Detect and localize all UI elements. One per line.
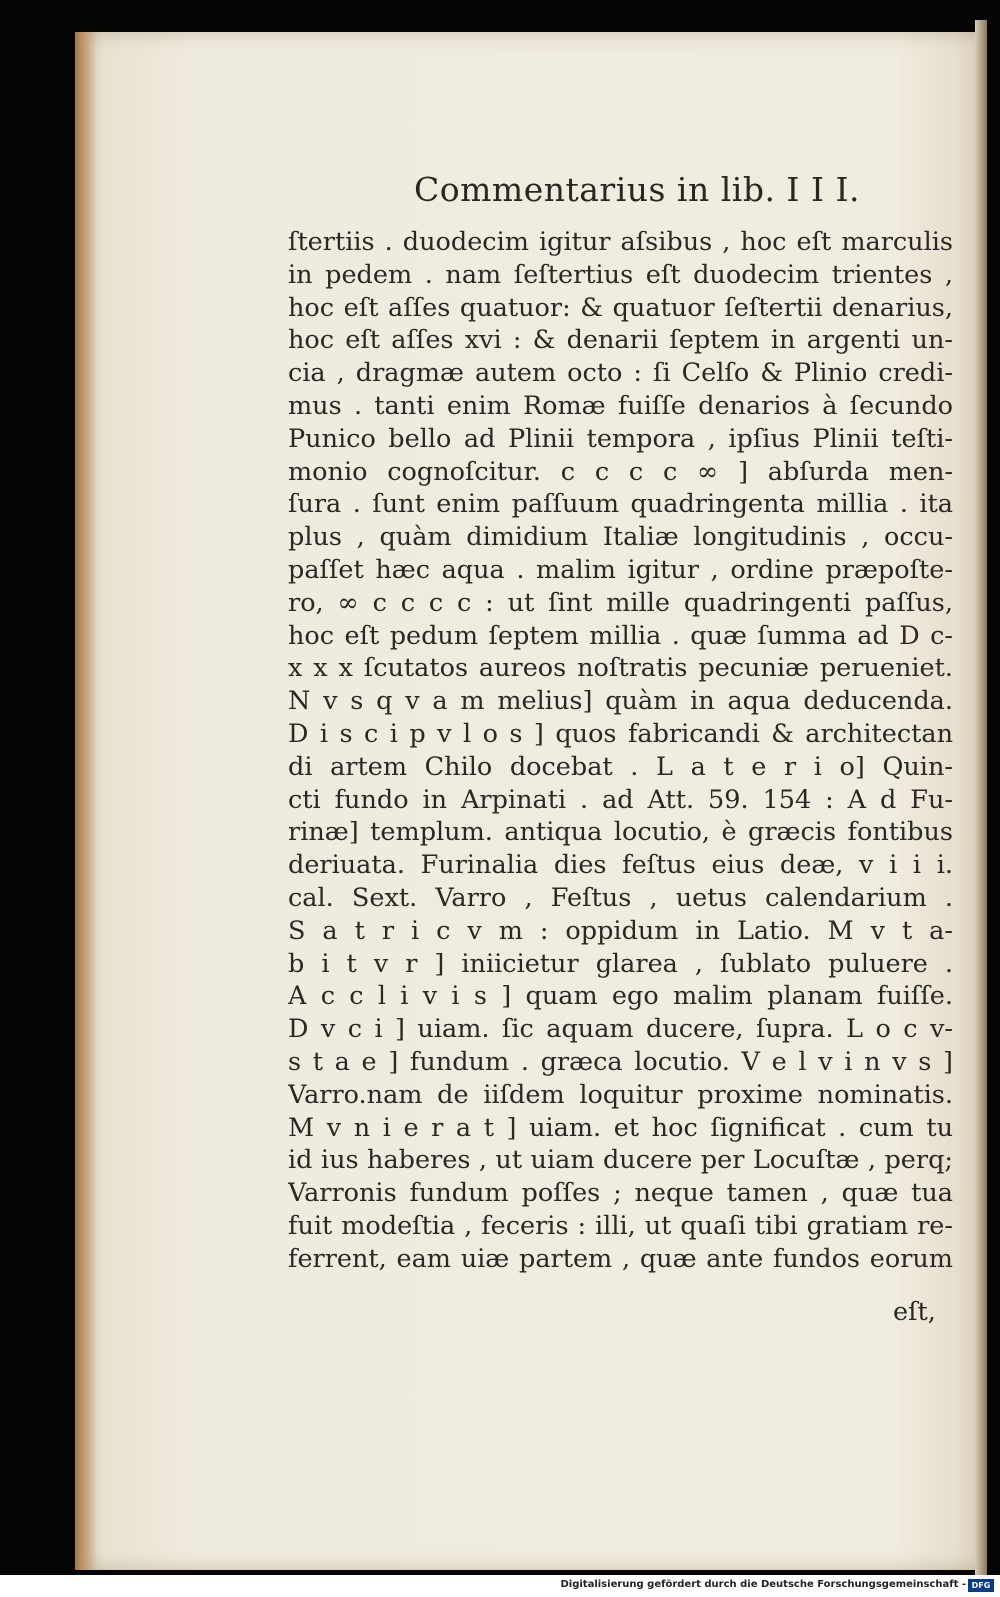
body-text (288, 226, 953, 1276)
dfg-logo: DFG (968, 1579, 994, 1592)
running-head: Commentarius in lib. I I I. (414, 170, 861, 209)
text-line: Punico bello ad Plinii tempora , ipſius Plinii teſti- (288, 423, 953, 454)
text-line: id ius haberes , ut uiam ducere per Locuſtæ , perq; (288, 1145, 953, 1176)
text-line: cia , dragmæ autem octo : ſi Celſo & Plinio credi- (288, 358, 953, 389)
text-line: x x x ſcutatos aureos noſtratis pecuniæ perueniet. (288, 653, 953, 684)
text-line: monio cognoſcitur. c c c c ∞ ] abſurda men- (288, 456, 953, 487)
text-line: S a t r i c v m : oppidum in Latio. M v t a- (288, 915, 953, 946)
text-line: D v c i ] uiam. ſic aquam ducere, ſupra. L o c v- (288, 1014, 953, 1045)
text-line: Varronis fundum poſſes ; neque tamen , quæ tua (288, 1178, 953, 1209)
text-line: di artem Chilo docebat . L a t e r i o] Quin- (288, 751, 953, 782)
text-line: D i s c i p v l o s ] quos fabricandi & architectan (288, 718, 953, 749)
text-line: in pedem . nam ſeſtertius eſt duodecim trientes , (288, 259, 953, 290)
text-line: M v n i e r a t ] uiam. et hoc ſignificat . cum tu (288, 1112, 953, 1143)
page-fore-edge (975, 20, 987, 1575)
funding-credit: Digitalisierung gefördert durch die Deutsche Forschungsgemeinschaft - (560, 1579, 966, 1590)
text-line: ro, ∞ c c c c : ut ſint mille quadringenti paſſus, (288, 587, 953, 618)
catchword: eſt, (893, 1297, 936, 1327)
text-line: b i t v r ] iniicietur glarea , ſublato puluere . (288, 948, 953, 979)
text-line: ſura . ſunt enim paſſuum quadringenta millia . ita (288, 489, 953, 520)
text-line: N v s q v a m melius] quàm in aqua deducenda. (288, 686, 953, 717)
text-line: mus . tanti enim Romæ fuiſſe denarios à ſecundo (288, 390, 953, 421)
text-line: plus , quàm dimidium Italiæ longitudinis , occu- (288, 522, 953, 553)
text-line: fuit modeſtia , feceris : illi, ut quaſi tibi gratiam re- (288, 1210, 953, 1241)
text-line: ferrent, eam uiæ partem , quæ ante fundos eorum (288, 1243, 953, 1274)
text-line: cal. Sext. Varro , Feſtus , uetus calendarium . (288, 882, 953, 913)
text-line: rinæ] templum. antiqua locutio, è græcis fontibus (288, 817, 953, 848)
text-line: deriuata. Furinalia dies feſtus eius deæ, v i i i. (288, 850, 953, 881)
text-line: hoc eſt aſſes xvi : & denarii ſeptem in argenti un- (288, 325, 953, 356)
text-line: cti fundo in Arpinati . ad Att. 59. 154 : A d Fu- (288, 784, 953, 815)
text-line: hoc eſt pedum ſeptem millia . quæ ſumma ad D c- (288, 620, 953, 651)
text-line: Varro.nam de iiſdem loquitur proxime nominatis. (288, 1079, 953, 1110)
text-line: A c c l i v i s ] quam ego malim planam fuiſſe. (288, 981, 953, 1012)
text-line: s t a e ] fundum . græca locutio. V e l v i n v s ] (288, 1046, 953, 1077)
page-binding-edge (75, 32, 97, 1570)
text-line: ſtertiis . duodecim igitur aſsibus , hoc eſt marculis (288, 227, 953, 257)
text-line: hoc eſt aſſes quatuor: & quatuor ſeſtertii denarius, (288, 292, 953, 323)
text-line: paſſet hæc aqua . malim igitur , ordine præpoſte- (288, 554, 953, 585)
